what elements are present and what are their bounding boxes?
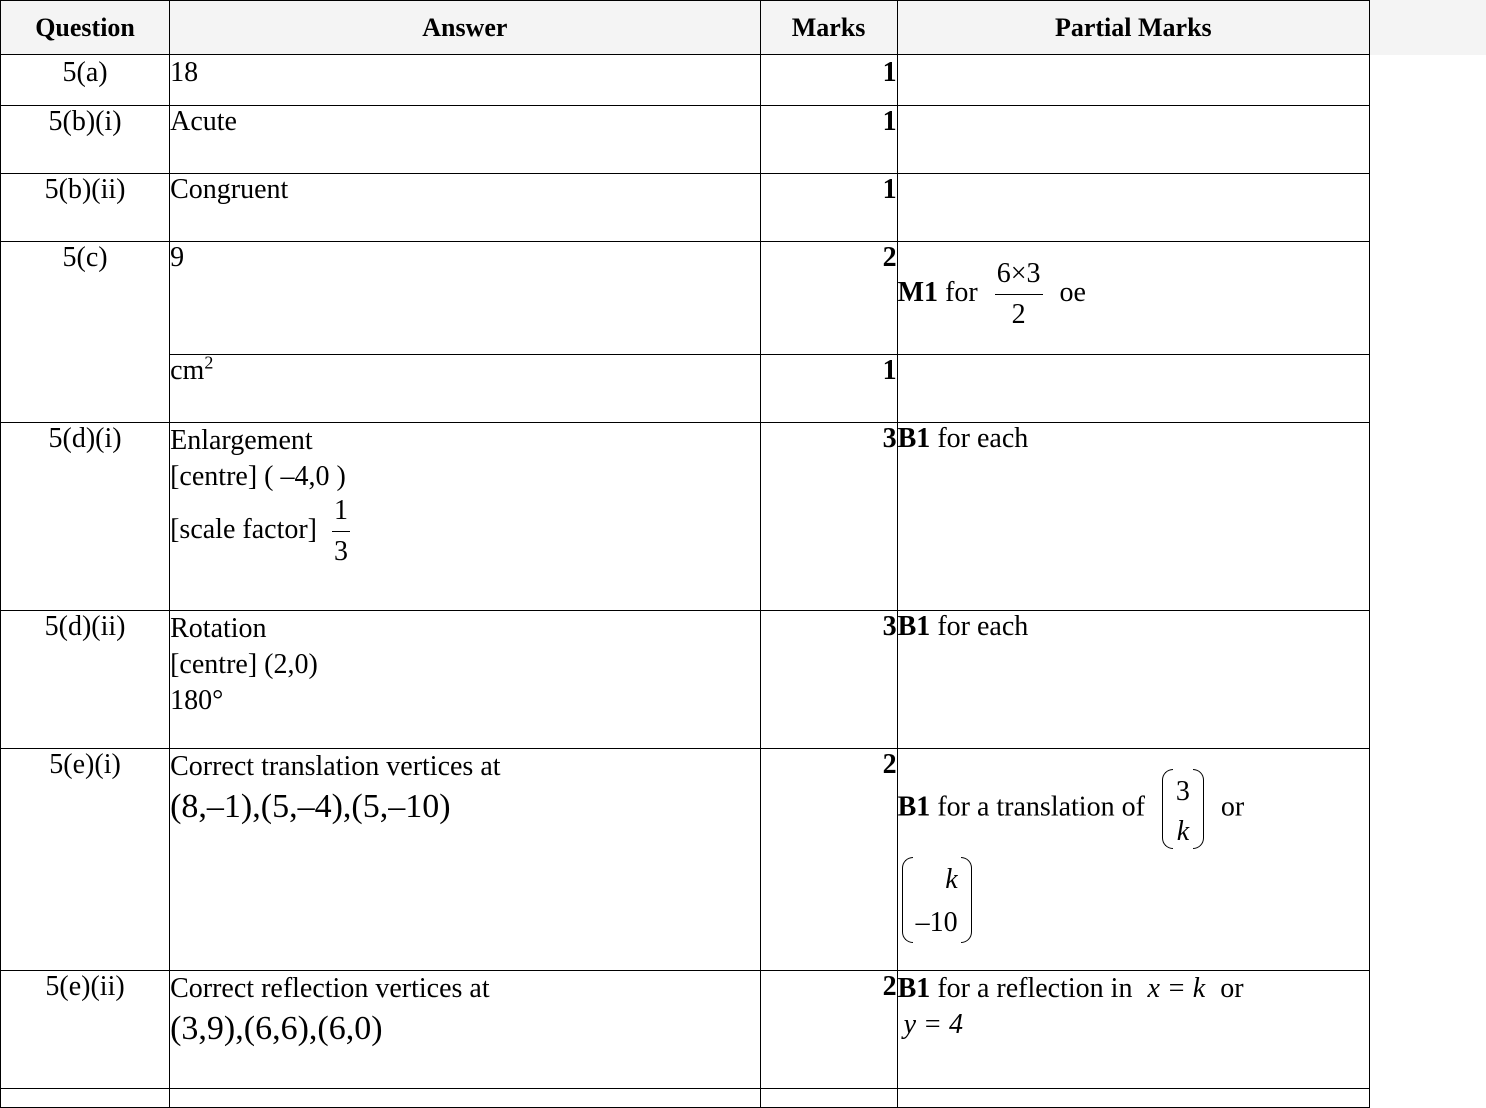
table-row: [1, 174, 1370, 242]
vector-bottom: k: [1176, 816, 1190, 847]
marks-cell: 1: [760, 355, 897, 423]
question-cell: 5(e)(i): [1, 749, 170, 971]
units-text: cm: [170, 355, 205, 386]
question-cell: 5(b)(ii): [1, 174, 170, 242]
vector-top: 3: [1175, 776, 1190, 807]
question-cell: 5(c): [1, 242, 170, 423]
marks-cell: 3: [760, 611, 897, 749]
header-strip-extension: [1370, 0, 1486, 55]
units-superscript: 2: [204, 352, 214, 373]
method-mark-label: B1: [897, 423, 931, 454]
fraction-denominator: 3: [334, 536, 348, 567]
marks-cell: 3: [760, 423, 897, 611]
scale-factor-label: [scale factor]: [170, 513, 317, 545]
answer-line: Enlargement: [170, 425, 313, 456]
fraction: [995, 260, 1043, 329]
partial-marks-cell: [897, 55, 1369, 106]
fraction: [332, 497, 350, 566]
header-marks: Marks: [760, 1, 897, 55]
answer-line: (8,–1),(5,–4),(5,–10): [170, 788, 451, 825]
marks-cell: 2: [760, 971, 897, 1089]
table-row: [1, 106, 1370, 174]
table-row: [1, 242, 1370, 355]
method-mark-label: B1: [897, 973, 931, 1004]
vector-bottom: –10: [915, 907, 958, 938]
question-cell: 5(a): [1, 55, 170, 106]
answer-line: Rotation: [170, 613, 267, 644]
partial-text: for each: [937, 423, 1029, 454]
vector-top: k: [945, 864, 958, 895]
table-row: [1, 1089, 1370, 1108]
answer-cell: Acute: [170, 106, 760, 174]
method-mark-label: B1: [897, 611, 931, 642]
partial-text: for each: [937, 611, 1029, 642]
partial-text: for a translation of: [937, 791, 1145, 823]
answer-line: [170, 497, 759, 566]
column-vector: [902, 857, 972, 943]
answer-line: (3,9),(6,6),(6,0): [170, 1010, 383, 1047]
table-row: [1, 611, 1370, 749]
answer-cell: 18: [170, 55, 760, 106]
answer-line: [centre] (2,0): [170, 649, 318, 680]
fraction-numerator: 6×3: [995, 260, 1043, 295]
column-vector: [1162, 769, 1204, 849]
answer-line: Correct translation vertices at: [170, 751, 501, 782]
answer-line: 180°: [170, 685, 224, 716]
partial-text: or: [1220, 973, 1244, 1004]
answer-cell: 9: [170, 242, 760, 355]
partial-marks-cell: [897, 749, 1369, 971]
partial-marks-cell: [897, 423, 1369, 611]
partial-marks-cell: [897, 174, 1369, 242]
marks-cell: 1: [760, 55, 897, 106]
table-row: [1, 423, 1370, 611]
question-cell: 5(d)(ii): [1, 611, 170, 749]
answer-cell: [170, 971, 760, 1089]
answer-cell: [170, 749, 760, 971]
header-answer: Answer: [170, 1, 760, 55]
marks-cell: [760, 1089, 897, 1108]
partial-marks-cell: [897, 1089, 1369, 1108]
answer-cell: [170, 611, 760, 749]
table-row: [1, 971, 1370, 1089]
answer-line: Correct reflection vertices at: [170, 973, 490, 1004]
table-row: [1, 355, 1370, 423]
question-cell: 5(d)(i): [1, 423, 170, 611]
header-question: Question: [1, 1, 170, 55]
table-row: [1, 749, 1370, 971]
answer-cell: Congruent: [170, 174, 760, 242]
question-cell: 5(b)(i): [1, 106, 170, 174]
marks-cell: 1: [760, 106, 897, 174]
marks-cell: 2: [760, 242, 897, 355]
partial-marks-cell: [897, 106, 1369, 174]
method-mark-label: M1: [897, 276, 939, 308]
table-header-row: [1, 1, 1370, 55]
answer-cell: [170, 1089, 760, 1108]
partial-text: or: [1220, 791, 1245, 823]
marks-cell: 2: [760, 749, 897, 971]
partial-marks-cell: [897, 971, 1369, 1089]
answer-line: [centre] ( –4,0 ): [170, 461, 346, 492]
marks-cell: 1: [760, 174, 897, 242]
header-partial-marks: Partial Marks: [897, 1, 1369, 55]
question-cell: [1, 1089, 170, 1108]
partial-marks-cell: [897, 355, 1369, 423]
answer-cell: [170, 352, 760, 423]
fraction-numerator: 1: [332, 497, 350, 532]
partial-line: [898, 971, 1369, 1007]
method-mark-label: B1: [897, 791, 931, 823]
partial-marks-cell: [897, 242, 1369, 355]
equation: x = k: [1147, 973, 1206, 1004]
question-cell: 5(e)(ii): [1, 971, 170, 1089]
partial-text: for a reflection in: [937, 973, 1133, 1004]
partial-text: for: [945, 276, 978, 308]
partial-text: oe: [1059, 276, 1086, 308]
table-row: [1, 55, 1370, 106]
fraction-denominator: 2: [1011, 299, 1026, 330]
partial-marks-cell: [897, 611, 1369, 749]
equation: y = 4: [903, 1009, 963, 1040]
answer-cell: [170, 423, 760, 611]
